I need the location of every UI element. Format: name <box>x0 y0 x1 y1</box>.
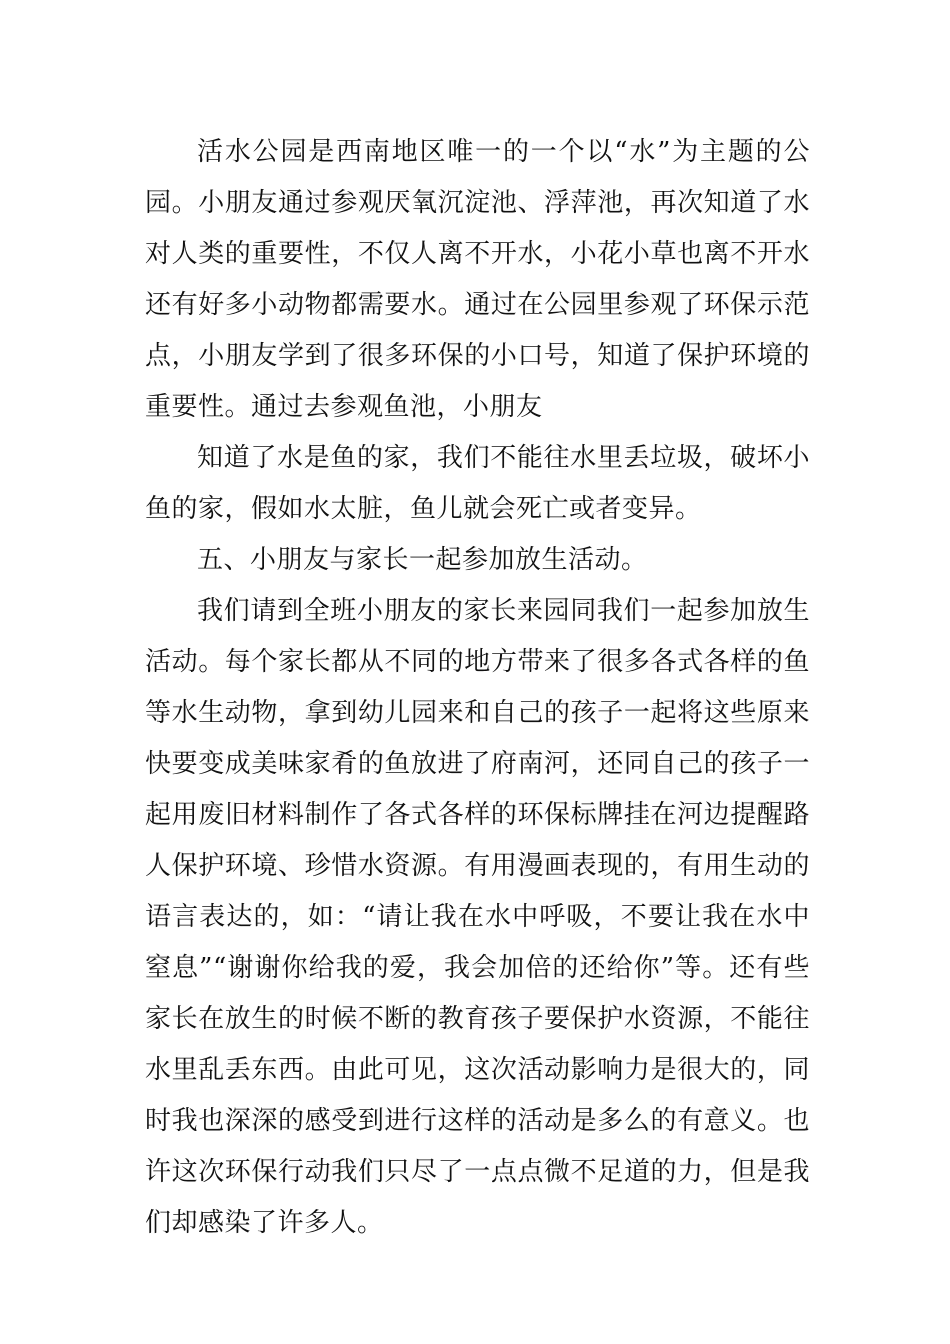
paragraph-fish-home: 知道了水是鱼的家，我们不能往水里丢垃圾，破坏小鱼的家，假如水太脏，鱼儿就会死亡或者变异。 <box>145 443 810 524</box>
document-body <box>145 127 810 1249</box>
section-heading-release-activity: 五、小朋友与家长一起参加放生活动。 <box>197 545 648 575</box>
paragraph-park-visit: 活水公园是西南地区唯一的一个以“水”为主题的公园。小朋友通过参观厌氧沉淀池、浮萍池，再次知道了水对人类的重要性，不仅人离不开水，小花小草也离不开水还有好多小动物都需要水。通过在公园里参观了环保示范点，小朋友学到了很多环保的小口号，知道了保护环境的重要性。通过去参观鱼池，小朋友 <box>145 137 810 422</box>
paragraph-release-activity: 我们请到全班小朋友的家长来园同我们一起参加放生活动。每个家长都从不同的地方带来了很多各式各样的鱼等水生动物，拿到幼儿园来和自己的孩子一起将这些原来快要变成美味家肴的鱼放进了府南河，还同自己的孩子一起用废旧材料制作了各式各样的环保标牌挂在河边提醒路人保护环境、珍惜水资源。有用漫画表现的，有用生动的语言表达的，如：“请让我在水中呼吸，不要让我在水中窒息”“谢谢你给我的爱，我会加倍的还给你”等。还有些家长在放生的时候不断的教育孩子要保护水资源，不能往水里乱丢东西。由此可见，这次活动影响力是很大的，同时我也深深的感受到进行这样的活动是多么的有意义。也许这次环保行动我们只尽了一点点微不足道的力，但是我们却感染了许多人。 <box>145 596 810 1238</box>
